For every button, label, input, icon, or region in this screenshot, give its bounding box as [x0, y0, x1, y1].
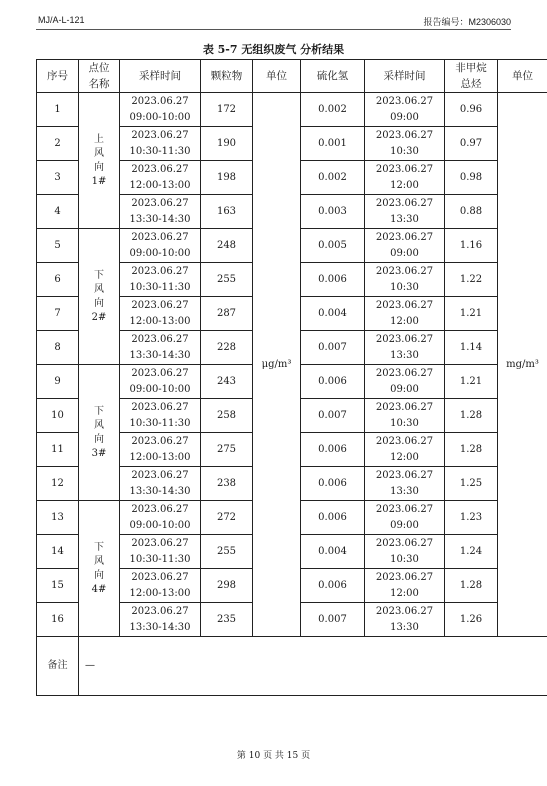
h2s-value: 0.002 [301, 161, 365, 195]
nmhc-value: 1.14 [445, 331, 498, 365]
h2s-value: 0.006 [301, 365, 365, 399]
sampling-time-2: 2023.06.27 12:00 [365, 297, 445, 331]
sampling-time: 2023.06.27 09:00-10:00 [120, 501, 201, 535]
row-number: 1 [37, 93, 79, 127]
header-divider [36, 29, 511, 30]
row-number: 9 [37, 365, 79, 399]
sampling-time: 2023.06.27 09:00-10:00 [120, 365, 201, 399]
row-number: 10 [37, 399, 79, 433]
particulate-value: 190 [201, 127, 253, 161]
sampling-time-2: 2023.06.27 12:00 [365, 569, 445, 603]
nmhc-value: 1.25 [445, 467, 498, 501]
sampling-time: 2023.06.27 13:30-14:30 [120, 467, 201, 501]
sampling-time-2: 2023.06.27 13:30 [365, 331, 445, 365]
row-number: 3 [37, 161, 79, 195]
nmhc-value: 1.23 [445, 501, 498, 535]
remark-label: 备注 [37, 637, 79, 696]
document-code: MJ/A-L-121 [38, 15, 85, 25]
sampling-time: 2023.06.27 10:30-11:30 [120, 263, 201, 297]
particulate-value: 287 [201, 297, 253, 331]
sampling-time-2: 2023.06.27 09:00 [365, 93, 445, 127]
sampling-time: 2023.06.27 12:00-13:00 [120, 161, 201, 195]
column-header: 采样时间 [365, 60, 445, 93]
sampling-time-2: 2023.06.27 10:30 [365, 535, 445, 569]
h2s-value: 0.004 [301, 297, 365, 331]
sampling-time-2: 2023.06.27 10:30 [365, 399, 445, 433]
h2s-value: 0.006 [301, 569, 365, 603]
nmhc-value: 0.97 [445, 127, 498, 161]
sampling-time-2: 2023.06.27 12:00 [365, 433, 445, 467]
sampling-time: 2023.06.27 13:30-14:30 [120, 195, 201, 229]
point-name: 下 风 向 3# [79, 365, 120, 501]
nmhc-value: 0.88 [445, 195, 498, 229]
column-header: 颗粒物 [201, 60, 253, 93]
h2s-value: 0.007 [301, 603, 365, 637]
h2s-value: 0.006 [301, 263, 365, 297]
particulate-value: 198 [201, 161, 253, 195]
particulate-value: 275 [201, 433, 253, 467]
remark-value: — [79, 637, 547, 696]
particulate-value: 228 [201, 331, 253, 365]
particulate-value: 248 [201, 229, 253, 263]
unit-ugm3: μg/m³ [253, 93, 301, 637]
nmhc-value: 1.22 [445, 263, 498, 297]
nmhc-value: 1.16 [445, 229, 498, 263]
sampling-time: 2023.06.27 10:30-11:30 [120, 127, 201, 161]
nmhc-value: 1.28 [445, 433, 498, 467]
row-number: 13 [37, 501, 79, 535]
sampling-time: 2023.06.27 12:00-13:00 [120, 569, 201, 603]
h2s-value: 0.001 [301, 127, 365, 161]
sampling-time-2: 2023.06.27 09:00 [365, 365, 445, 399]
header-row [37, 60, 547, 93]
column-header: 点位 名称 [79, 60, 120, 93]
h2s-value: 0.006 [301, 433, 365, 467]
particulate-value: 238 [201, 467, 253, 501]
sampling-time: 2023.06.27 10:30-11:30 [120, 399, 201, 433]
particulate-value: 272 [201, 501, 253, 535]
column-header: 单位 [253, 60, 301, 93]
h2s-value: 0.002 [301, 93, 365, 127]
row-number: 16 [37, 603, 79, 637]
unit-mgm3: mg/m³ [498, 93, 547, 637]
nmhc-value: 1.28 [445, 399, 498, 433]
particulate-value: 243 [201, 365, 253, 399]
nmhc-value: 1.28 [445, 569, 498, 603]
row-number: 4 [37, 195, 79, 229]
sampling-time-2: 2023.06.27 13:30 [365, 603, 445, 637]
column-header: 采样时间 [120, 60, 201, 93]
nmhc-value: 0.96 [445, 93, 498, 127]
row-number: 14 [37, 535, 79, 569]
row-number: 7 [37, 297, 79, 331]
particulate-value: 298 [201, 569, 253, 603]
row-number: 2 [37, 127, 79, 161]
row-number: 8 [37, 331, 79, 365]
sampling-time: 2023.06.27 12:00-13:00 [120, 433, 201, 467]
sampling-time: 2023.06.27 12:00-13:00 [120, 297, 201, 331]
h2s-value: 0.007 [301, 399, 365, 433]
h2s-value: 0.006 [301, 467, 365, 501]
particulate-value: 258 [201, 399, 253, 433]
results-table [36, 59, 547, 696]
particulate-value: 235 [201, 603, 253, 637]
nmhc-value: 1.21 [445, 365, 498, 399]
sampling-time: 2023.06.27 13:30-14:30 [120, 603, 201, 637]
table-row [37, 93, 547, 127]
remark-row [37, 637, 547, 696]
column-header: 序号 [37, 60, 79, 93]
h2s-value: 0.007 [301, 331, 365, 365]
sampling-time-2: 2023.06.27 13:30 [365, 195, 445, 229]
particulate-value: 255 [201, 263, 253, 297]
sampling-time-2: 2023.06.27 09:00 [365, 501, 445, 535]
sampling-time: 2023.06.27 10:30-11:30 [120, 535, 201, 569]
particulate-value: 172 [201, 93, 253, 127]
sampling-time: 2023.06.27 09:00-10:00 [120, 93, 201, 127]
point-name: 下 风 向 2# [79, 229, 120, 365]
row-number: 5 [37, 229, 79, 263]
column-header: 硫化氢 [301, 60, 365, 93]
nmhc-value: 0.98 [445, 161, 498, 195]
column-header: 非甲烷 总烃 [445, 60, 498, 93]
h2s-value: 0.003 [301, 195, 365, 229]
row-number: 12 [37, 467, 79, 501]
nmhc-value: 1.21 [445, 297, 498, 331]
table-body [37, 93, 547, 696]
sampling-time-2: 2023.06.27 10:30 [365, 263, 445, 297]
sampling-time: 2023.06.27 09:00-10:00 [120, 229, 201, 263]
h2s-value: 0.005 [301, 229, 365, 263]
point-name: 上 风 向 1# [79, 93, 120, 229]
column-header: 单位 [498, 60, 547, 93]
particulate-value: 255 [201, 535, 253, 569]
sampling-time-2: 2023.06.27 12:00 [365, 161, 445, 195]
nmhc-value: 1.24 [445, 535, 498, 569]
row-number: 15 [37, 569, 79, 603]
h2s-value: 0.006 [301, 501, 365, 535]
nmhc-value: 1.26 [445, 603, 498, 637]
report-number: 报告编号：M2306030 [423, 17, 511, 27]
sampling-time: 2023.06.27 13:30-14:30 [120, 331, 201, 365]
point-name: 下 风 向 4# [79, 501, 120, 637]
row-number: 6 [37, 263, 79, 297]
sampling-time-2: 2023.06.27 10:30 [365, 127, 445, 161]
sampling-time-2: 2023.06.27 13:30 [365, 467, 445, 501]
row-number: 11 [37, 433, 79, 467]
particulate-value: 163 [201, 195, 253, 229]
table-title: 表 5-7 无组织废气 分析结果 [202, 43, 345, 56]
sampling-time-2: 2023.06.27 09:00 [365, 229, 445, 263]
page-footer: 第 10 页 共 15 页 [236, 751, 311, 761]
h2s-value: 0.004 [301, 535, 365, 569]
